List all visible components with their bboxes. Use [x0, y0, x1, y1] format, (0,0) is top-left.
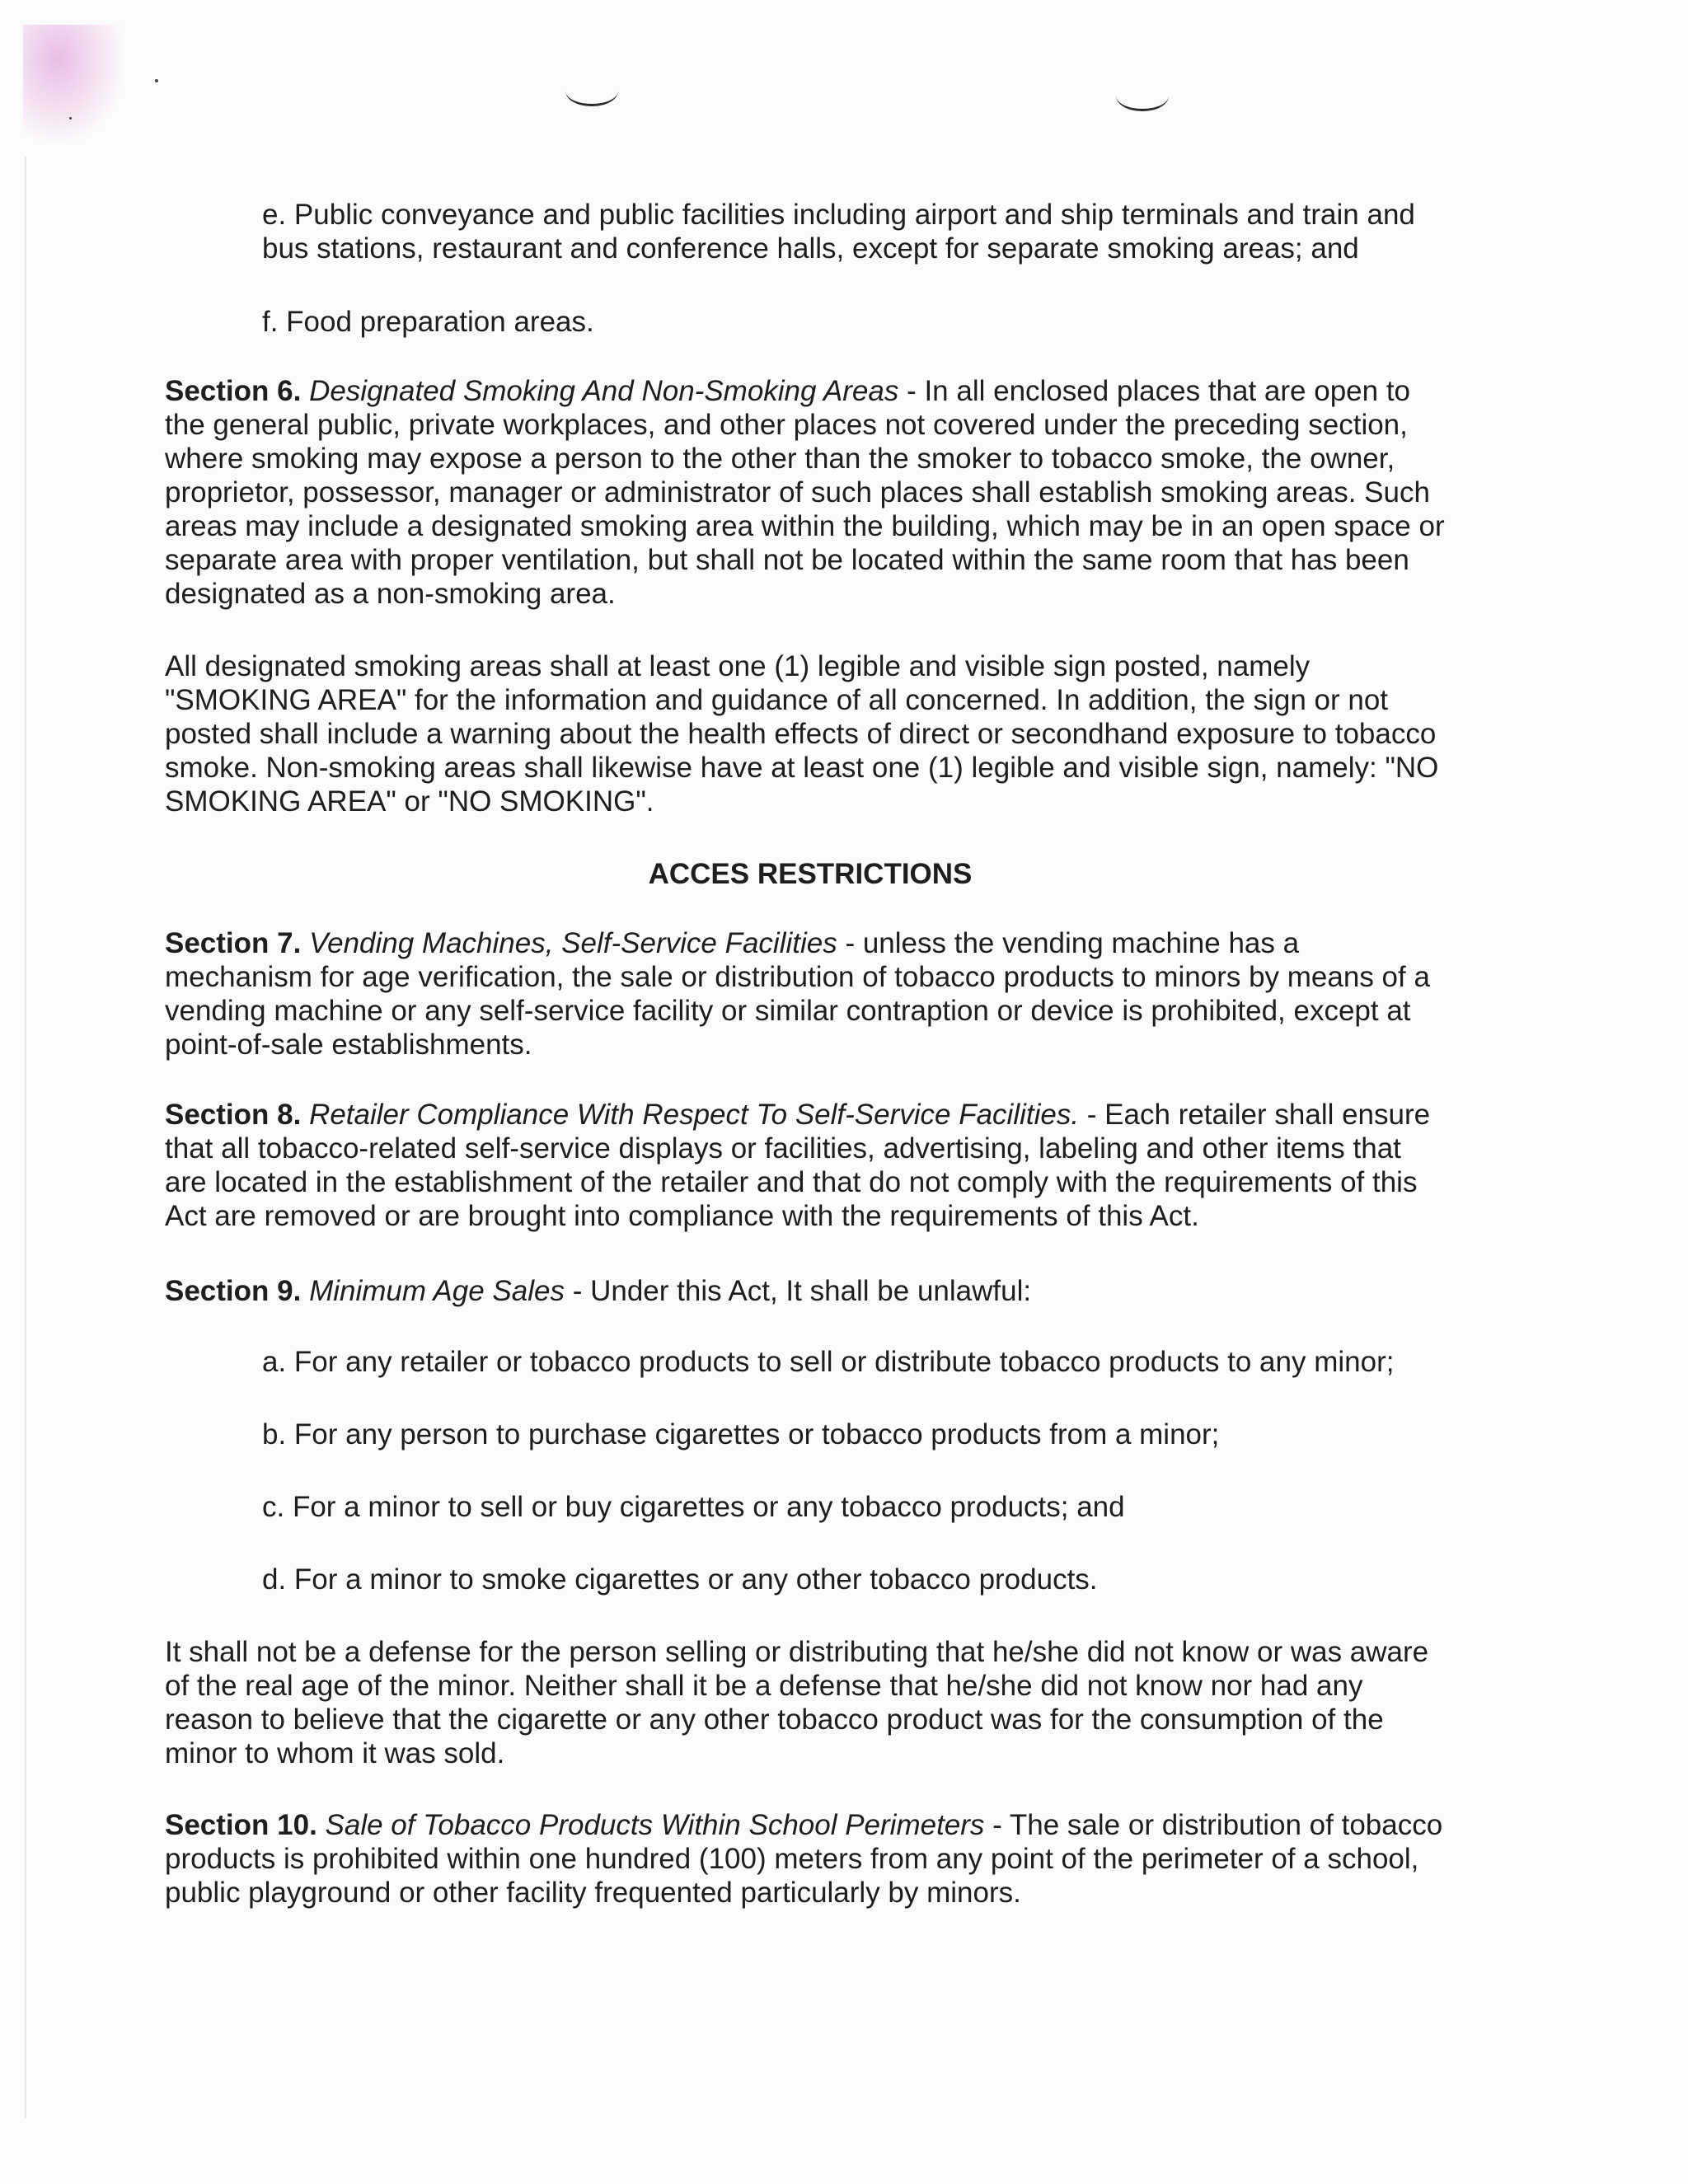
- section-6-text: - In all enclosed places that are open to the general public, private workplaces, and other places not covered under the preceding section, where smoking may expose a person to the other than the smoker to tobacco smoke, the owner, proprietor, possessor, manager or administrator of such places shall establish smoking areas. Such areas may include a designated smoking area within the building, which may be in an open space or separate area with proper ventilation, but shall not be located within the same room that has been designated as a non-smoking area.: [165, 375, 1445, 610]
- section-10-paragraph: [165, 1808, 1451, 1910]
- section-9-title: Minimum Age Sales: [309, 1275, 565, 1307]
- section-8-paragraph: [165, 1098, 1451, 1233]
- section-7-text: - unless the vending machine has a mechanism for age verification, the sale or distribution of tobacco products to minors by means of a vending machine or any self-service facility or similar contraption or device is prohibited, except at point-of-sale establishments.: [165, 927, 1430, 1061]
- section-10-label: Section 10.: [165, 1809, 317, 1841]
- section-10-title: Sale of Tobacco Products Within School Perimeters: [325, 1809, 985, 1841]
- list-item-d: d. For a minor to smoke cigarettes or any other tobacco products.: [262, 1563, 1098, 1596]
- list-item-f: f. Food preparation areas.: [262, 306, 594, 338]
- scan-speck: [69, 117, 72, 120]
- section-7-paragraph: [165, 926, 1451, 1062]
- scan-edge-shadow: [25, 157, 26, 2118]
- section-8-title: Retailer Compliance With Respect To Self-Service Facilities.: [309, 1099, 1080, 1131]
- scan-speck: [155, 79, 158, 82]
- punch-hole-mark: [1116, 81, 1169, 111]
- section-8-text: - Each retailer shall ensure that all tobacco-related self-service displays or facilities, advertising, labeling and other items that are located in the establishment of the retailer and that do not comply with the requirements of this Act are removed or are brought into compliance with the requirements of this Act.: [165, 1099, 1431, 1232]
- section-8-label: Section 8.: [165, 1099, 302, 1131]
- scan-stain: [23, 25, 122, 140]
- section-9-paragraph: [165, 1274, 1451, 1308]
- section-7-title: Vending Machines, Self-Service Facilities: [309, 927, 837, 959]
- section-6-paragraph: [165, 374, 1451, 611]
- section-9-defense-paragraph: It shall not be a defense for the person selling or distributing that he/she did not know or was aware of the real age of the minor. Neither shall it be a defense that he/she did not know nor had any reason to believe that the cigarette or any other tobacco product was for the consumption of the minor to whom it was sold.: [165, 1636, 1429, 1769]
- section-6-label: Section 6.: [165, 375, 302, 407]
- list-item-a: a. For any retailer or tobacco products to sell or distribute tobacco products to any minor;: [262, 1346, 1395, 1378]
- access-restrictions-heading: ACCES RESTRICTIONS: [648, 858, 973, 890]
- section-9-label: Section 9.: [165, 1275, 302, 1307]
- section-7-label: Section 7.: [165, 927, 302, 959]
- list-item-b: b. For any person to purchase cigarettes or tobacco products from a minor;: [262, 1418, 1220, 1451]
- section-9-text: - Under this Act, It shall be unlawful:: [565, 1275, 1032, 1307]
- section-10-text: - The sale or distribution of tobacco products is prohibited within one hundred (100) meters from any point of the perimeter of a school, public playground or other facility frequented particularly by minors.: [165, 1809, 1443, 1909]
- section-6-signage-paragraph: All designated smoking areas shall at least one (1) legible and visible sign posted, namely "SMOKING AREA" for the information and guidance of all concerned. In addition, the sign or not posted shall include a warning about the health effects of direct or secondhand exposure to tobacco smoke. Non-smoking areas shall likewise have at least one (1) legible and visible sign, namely: "NO SMOKING AREA" or "NO SMOKING".: [165, 650, 1439, 818]
- punch-hole-mark: [565, 76, 618, 106]
- list-item-c: c. For a minor to sell or buy cigarettes or any tobacco products; and: [262, 1491, 1125, 1523]
- section-6-title: Designated Smoking And Non-Smoking Areas: [309, 375, 899, 407]
- list-item-e: e. Public conveyance and public facilities including airport and ship terminals and train and bus stations, restaurant and conference halls, except for separate smoking areas; and: [262, 199, 1415, 265]
